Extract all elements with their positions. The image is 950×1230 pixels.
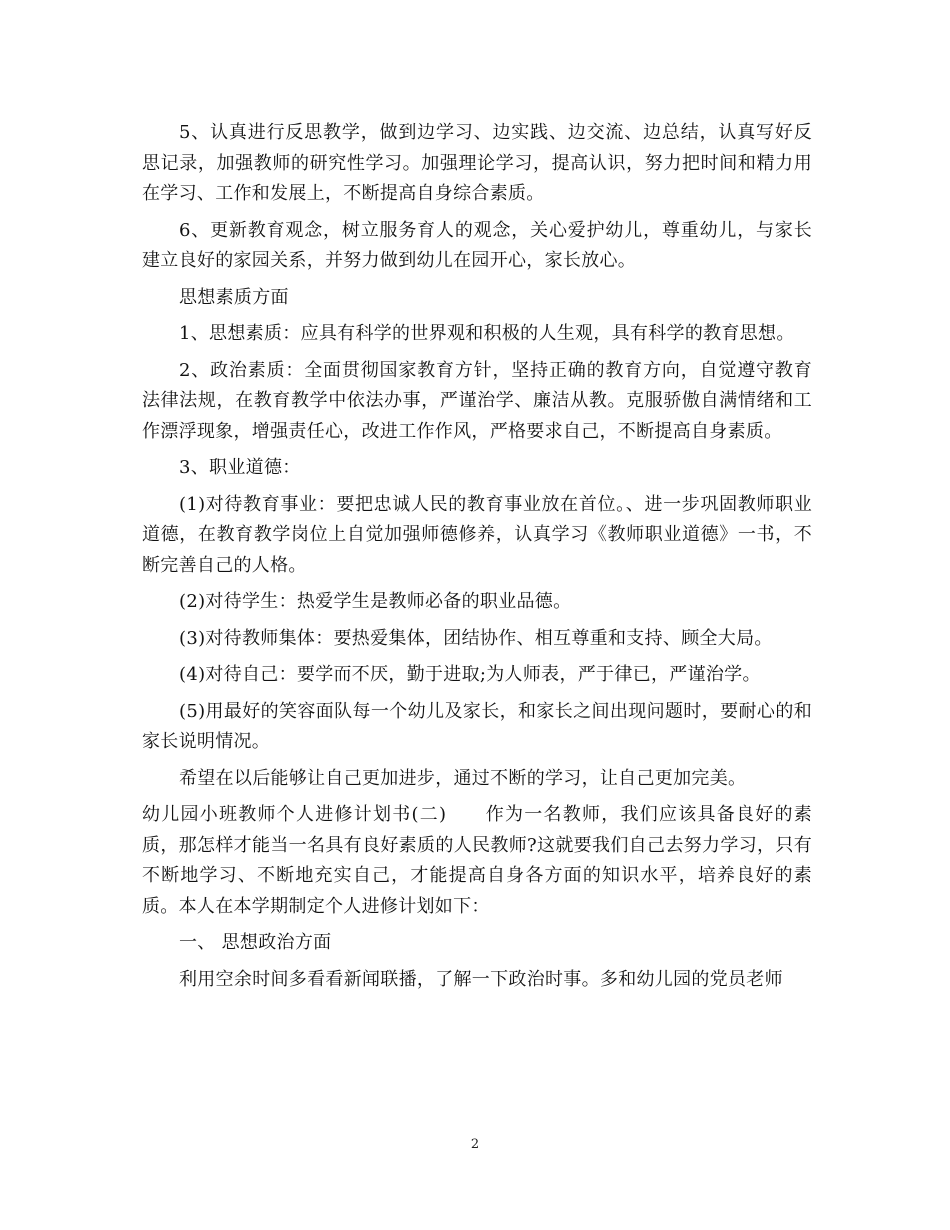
section-heading-ideological-quality: 思想素质方面	[179, 286, 289, 308]
paragraph-closing-wish: 希望在以后能够让自己更加进步，通过不断的学习，让自己更加完美。	[179, 767, 747, 789]
paragraph-ethics-item-2: (2)对待学生：热爱学生是教师必备的职业品德。	[179, 591, 572, 612]
paragraph-ethics-item-1: (1)对待教育事业：要把忠诚人民的教育事业放在首位。、进一步巩固教师职业道德，在教育教学岗位上自觉加强师德修养，认真学习《教师职业道德》一书，不断完善自己的人格。	[142, 493, 812, 576]
paragraph-political-quality: 2、政治素质：全面贯彻国家教育方针，坚持正确的教育方向，自觉遵守教育法律法规，在教育教学中依法办事，严谨治学、廉洁从教。克服骄傲自满情绪和工作漂浮现象，增强责任心，改进工作作风，严格要求自己，不断提高自身素质。	[142, 359, 812, 442]
paragraph-plan-two-intro: 幼儿园小班教师个人进修计划书(二) 作为一名教师，我们应该具备良好的素质，那怎样才能当一名具有良好素质的人民教师?这就要我们自己去努力学习，只有不断地学习、不断地充实自己，才能提高自身各方面的知识水平，培养良好的素质。本人在本学期制定个人进修计划如下：	[142, 804, 812, 917]
paragraph-ethics-item-4: (4)对待自己：要学而不厌，勤于进取;为人师表，严于律已，严谨治学。	[179, 664, 761, 685]
paragraph-ethics-item-3: (3)对待教师集体：要热爱集体，团结协作、相互尊重和支持、顾全大局。	[179, 627, 773, 649]
paragraph-political-detail: 利用空余时间多看看新闻联播，了解一下政治时事。多和幼儿园的党员老师	[179, 968, 783, 990]
paragraph-ethics-item-5: (5)用最好的笑容面队每一个幼儿及家长，和家长之间出现问题时，要耐心的和家长说明情况。	[142, 700, 812, 752]
paragraph-item-6: 6、更新教育观念，树立服务育人的观念，关心爱护幼儿，尊重幼儿，与家长建立良好的家园关系，并努力做到幼儿在园开心，家长放心。	[142, 219, 812, 271]
page-number: 2	[470, 1137, 480, 1152]
paragraph-item-5: 5、认真进行反思教学，做到边学习、边实践、边交流、边总结，认真写好反思记录，加强教师的研究性学习。加强理论学习，提高认识，努力把时间和精力用在学习、工作和发展上，不断提高自身综合素质。	[142, 122, 812, 204]
section-heading-political: 一、 思想政治方面	[179, 932, 332, 953]
document-body	[142, 118, 812, 1001]
paragraph-ideological-quality: 1、思想素质：应具有科学的世界观和积极的人生观，具有科学的教育思想。	[179, 323, 795, 344]
paragraph-professional-ethics-heading: 3、职业道德：	[179, 457, 301, 478]
